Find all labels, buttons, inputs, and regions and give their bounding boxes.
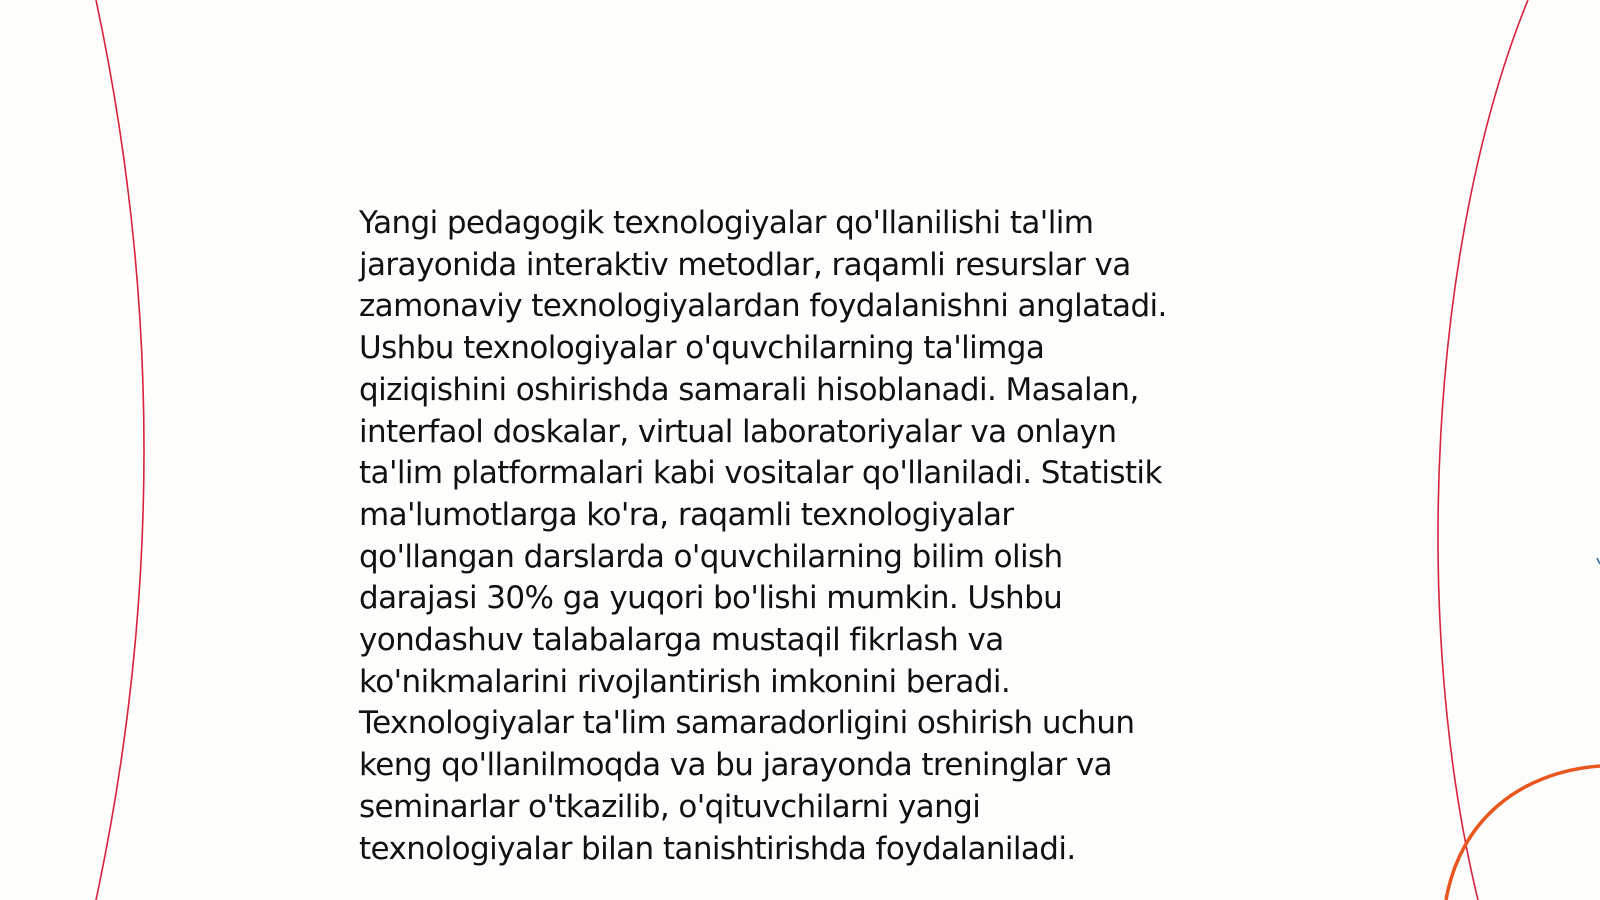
paragraph-line: yondashuv talabalarga mustaqil fikrlash va xyxy=(359,622,1004,659)
paragraph-line: darajasi 30% ga yuqori bo'lishi mumkin. Ushbu xyxy=(359,580,1063,617)
paragraph-line: Ushbu texnologiyalar o'quvchilarning ta'limga xyxy=(359,330,1045,367)
paragraph-line: texnologiyalar bilan tanishtirishda foydalaniladi. xyxy=(359,830,1076,867)
paragraph-line: qo'llangan darslarda o'quvchilarning bilim olish xyxy=(359,538,1063,575)
right-decorative-curve xyxy=(1438,0,1528,900)
paragraph-line: qiziqishini oshirishda samarali hisoblanadi. Masalan, xyxy=(359,371,1139,408)
paragraph-line: zamonaviy texnologiyalardan foydalanishni anglatadi. xyxy=(359,288,1167,325)
orange-decorative-arc xyxy=(1446,766,1600,900)
paragraph-line: Yangi pedagogik texnologiyalar qo'llanilishi ta'lim xyxy=(359,205,1094,241)
paragraph-line: interfaol doskalar, virtual laboratoriyalar va onlayn xyxy=(359,413,1117,450)
paragraph-line: ma'lumotlarga ko'ra, raqamli texnologiyalar xyxy=(359,496,1014,533)
paragraph-line: jarayonida interaktiv metodlar, raqamli resurslar va xyxy=(359,246,1131,283)
body-paragraph xyxy=(359,203,1259,870)
paragraph-line: keng qo'llanilmoqda va bu jarayonda treninglar va xyxy=(359,747,1112,784)
left-decorative-curve xyxy=(96,0,144,900)
paragraph-line: seminarlar o'tkazilib, o'qituvchilarni yangi xyxy=(359,788,981,825)
paragraph-line: ko'nikmalarini rivojlantirish imkonini beradi. xyxy=(359,663,1011,700)
paragraph-line: Texnologiyalar ta'lim samaradorligini oshirish uchun xyxy=(359,705,1135,742)
paragraph-line: ta'lim platformalari kabi vositalar qo'llaniladi. Statistik xyxy=(359,455,1162,492)
